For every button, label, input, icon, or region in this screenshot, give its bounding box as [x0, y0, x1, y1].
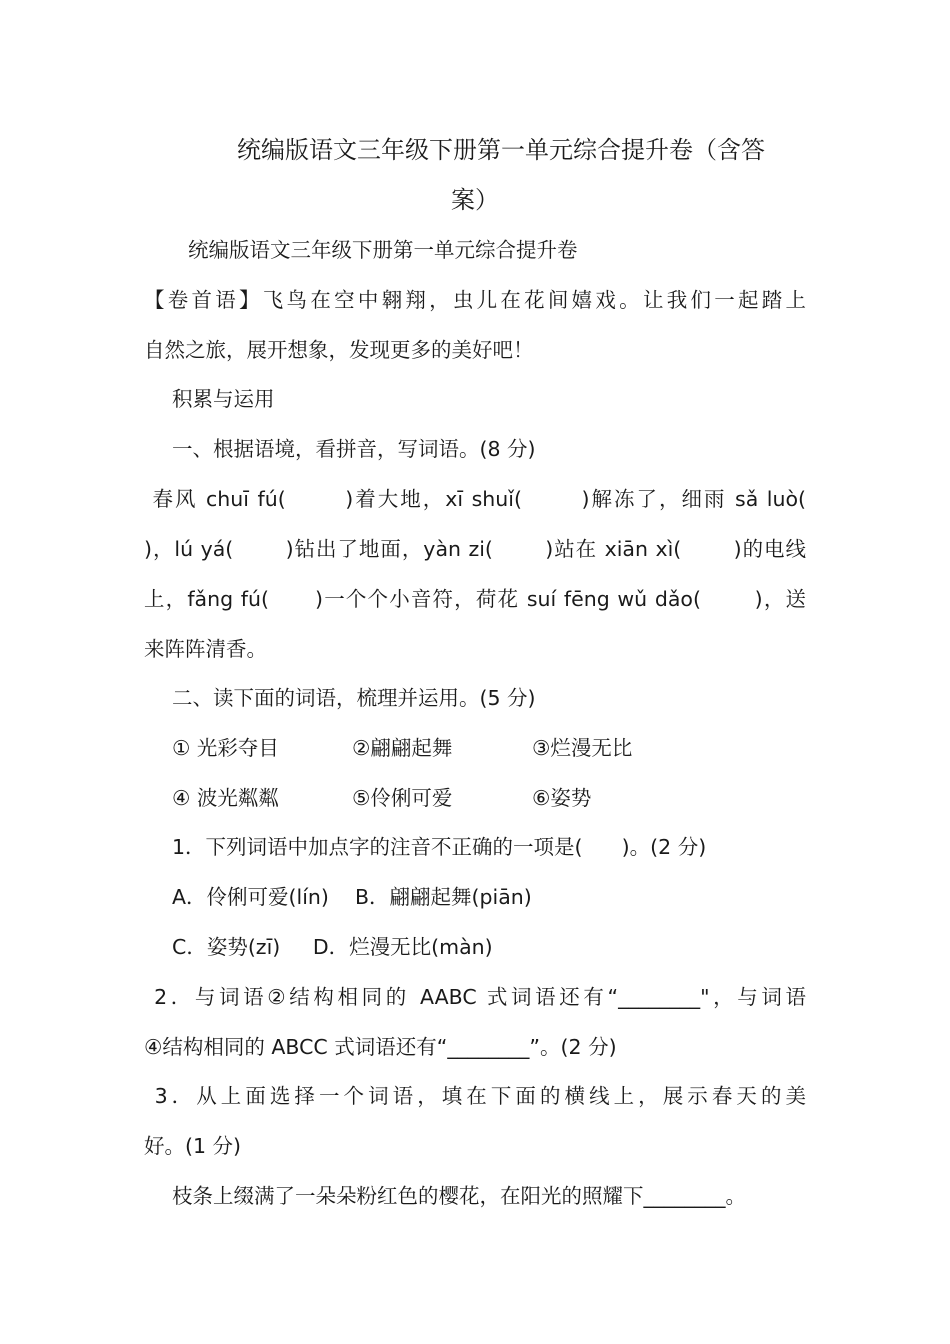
document-title-line-1: 统编版语文三年级下册第一单元综合提升卷（含答 [237, 136, 765, 164]
question-2-heading: 二、读下面的词语，梳理并运用。(5 分) [172, 686, 536, 710]
sub-question-1: 1．下列词语中加点字的注音不正确的一项是( )。(2 分) [172, 835, 707, 859]
question-1-line-3: 上，fǎng fú( )一个个小音符，荷花 suí fēng wǔ dǎo( )，送 [144, 587, 806, 611]
sub-question-3-line-1: 3．从上面选择一个词语，填在下面的横线上，展示春天的美 [144, 1084, 806, 1108]
section-heading: 积累与运用 [172, 387, 275, 411]
word-item: ① 光彩夺目 [172, 736, 279, 760]
word-item: ④ 波光粼粼 [172, 786, 279, 810]
question-1-heading: 一、根据语境，看拼音，写词语。(8 分) [172, 437, 536, 461]
sub-question-1-options-a-b: A．伶俐可爱(lín) B．翩翩起舞(piān) [172, 885, 532, 909]
preface-line-2: 自然之旅，展开想象，发现更多的美好吧！ [144, 338, 534, 362]
subtitle: 统编版语文三年级下册第一单元综合提升卷 [188, 238, 578, 262]
word-item: ②翩翩起舞 [352, 736, 453, 760]
question-1-line-4: 来阵阵清香。 [144, 637, 267, 661]
question-1-line-2: )，lú yá( )钻出了地面，yàn zi( )站在 xiān xì( )的电线 [144, 537, 806, 561]
sub-question-1-options-c-d: C．姿势(zī) D．烂漫无比(màn) [172, 935, 493, 959]
sub-question-3-sentence: 枝条上缀满了一朵朵粉红色的樱花，在阳光的照耀下________。 [172, 1184, 746, 1208]
word-item: ③烂漫无比 [532, 736, 633, 760]
sub-question-3-line-2: 好。(1 分) [144, 1134, 242, 1158]
sub-question-2-line-2: ④结构相同的 ABCC 式词语还有“________”。(2 分) [144, 1035, 617, 1059]
preface-line-1: 【卷首语】飞鸟在空中翱翔，虫儿在花间嬉戏。让我们一起踏上 [144, 288, 806, 312]
document-title-line-2: 案） [451, 186, 499, 214]
sub-question-2-line-1: 2．与词语②结构相同的 AABC 式词语还有“________"，与词语 [144, 985, 806, 1009]
question-1-line-1: 春风 chuī fú( )着大地，xī shuǐ( )解冻了，细雨 sǎ luò( [144, 487, 806, 511]
word-item: ⑥姿势 [532, 786, 592, 810]
word-item: ⑤伶俐可爱 [352, 786, 453, 810]
